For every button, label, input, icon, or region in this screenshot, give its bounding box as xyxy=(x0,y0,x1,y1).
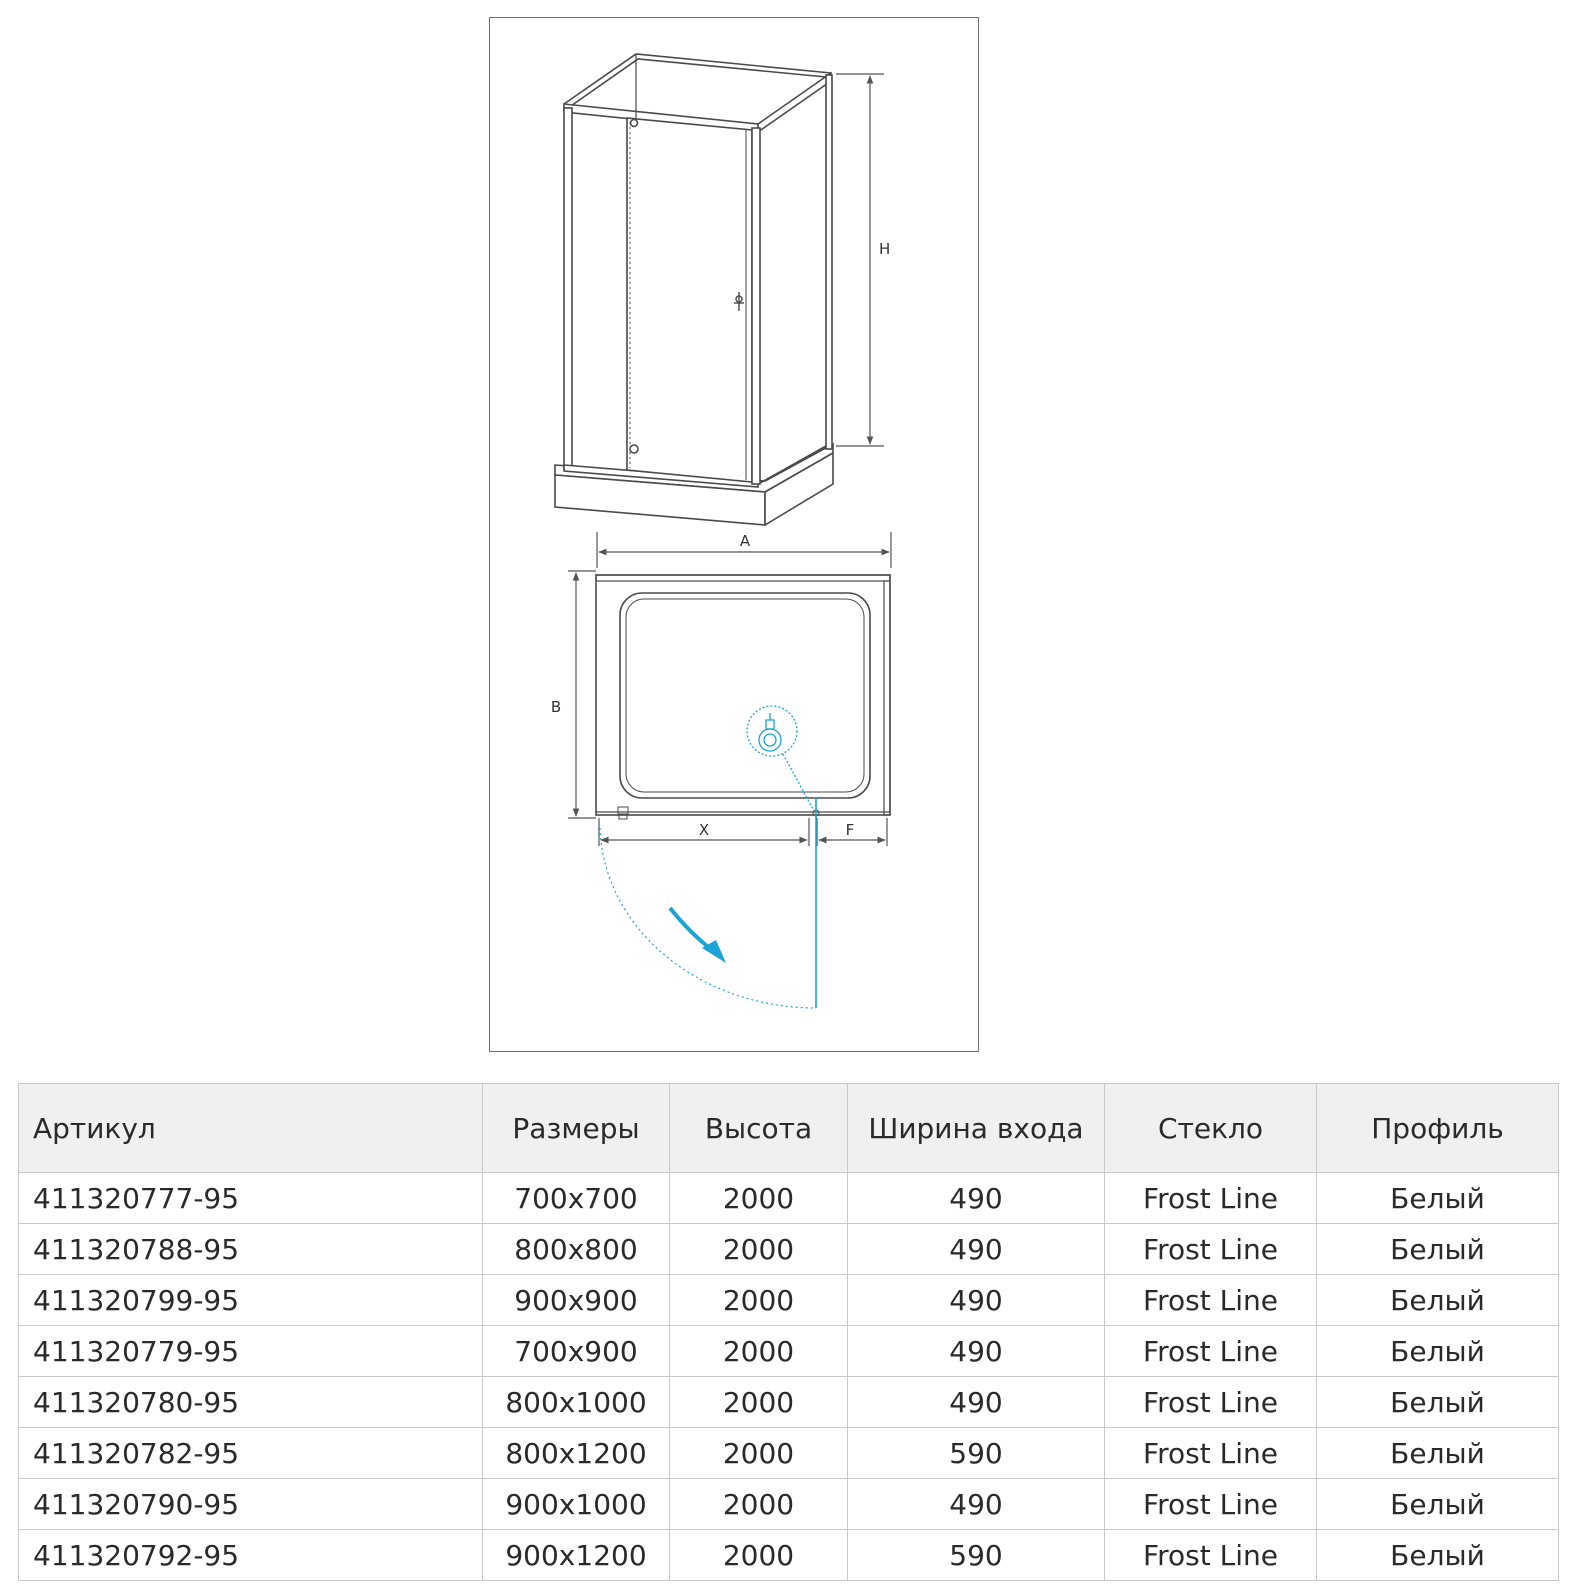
cell-dimensions: 700x700 xyxy=(483,1173,670,1224)
cell-glass: Frost Line xyxy=(1105,1428,1317,1479)
cell-height: 2000 xyxy=(670,1479,848,1530)
top-frame-back xyxy=(564,54,831,104)
tray-outline xyxy=(596,575,890,815)
header-dimensions: Размеры xyxy=(483,1084,670,1173)
table-row xyxy=(19,1224,1559,1275)
cell-article: 411320780-95 xyxy=(19,1377,483,1428)
cell-entrance-width: 490 xyxy=(848,1275,1105,1326)
cell-profile: Белый xyxy=(1317,1428,1559,1479)
cell-glass: Frost Line xyxy=(1105,1326,1317,1377)
cell-glass: Frost Line xyxy=(1105,1530,1317,1581)
cell-profile: Белый xyxy=(1317,1326,1559,1377)
cell-height: 2000 xyxy=(670,1377,848,1428)
cell-entrance-width: 490 xyxy=(848,1224,1105,1275)
cell-article: 411320799-95 xyxy=(19,1275,483,1326)
cell-article: 411320792-95 xyxy=(19,1530,483,1581)
cell-glass: Frost Line xyxy=(1105,1224,1317,1275)
header-article: Артикул xyxy=(19,1084,483,1173)
entrance-dimension xyxy=(599,818,887,846)
cell-dimensions: 800x1200 xyxy=(483,1428,670,1479)
cell-dimensions: 800x1000 xyxy=(483,1377,670,1428)
table-row xyxy=(19,1275,1559,1326)
height-dimension xyxy=(836,74,884,446)
cell-entrance-width: 490 xyxy=(848,1173,1105,1224)
cell-article: 411320788-95 xyxy=(19,1224,483,1275)
cell-article: 411320777-95 xyxy=(19,1173,483,1224)
top-frame-back-inner xyxy=(568,59,826,108)
cell-dimensions: 900x1000 xyxy=(483,1479,670,1530)
table-row xyxy=(19,1530,1559,1581)
cell-height: 2000 xyxy=(670,1275,848,1326)
door-swing-arc xyxy=(600,828,816,1008)
cell-glass: Frost Line xyxy=(1105,1173,1317,1224)
cell-height: 2000 xyxy=(670,1224,848,1275)
left-fixed-panel xyxy=(564,108,572,468)
cell-article: 411320782-95 xyxy=(19,1428,483,1479)
cell-entrance-width: 590 xyxy=(848,1428,1105,1479)
shower-cabin-drawing xyxy=(490,18,980,1053)
drain-callout-circle xyxy=(747,706,797,756)
entrance-label: X xyxy=(698,821,710,839)
specification-table xyxy=(18,1083,1559,1581)
tray-frame-right xyxy=(884,581,890,815)
table-row xyxy=(19,1428,1559,1479)
drain-detail xyxy=(747,706,814,811)
table-row xyxy=(19,1326,1559,1377)
cell-dimensions: 900x1200 xyxy=(483,1530,670,1581)
table-header-row xyxy=(19,1084,1559,1173)
technical-drawing-frame xyxy=(489,17,979,1052)
cell-article: 411320790-95 xyxy=(19,1479,483,1530)
corner-post xyxy=(752,128,760,484)
width-label: A xyxy=(739,532,751,550)
tray-basin xyxy=(620,593,870,798)
cell-article: 411320779-95 xyxy=(19,1326,483,1377)
cell-dimensions: 700x900 xyxy=(483,1326,670,1377)
tray-basin-inner xyxy=(626,599,864,792)
cell-profile: Белый xyxy=(1317,1530,1559,1581)
cell-height: 2000 xyxy=(670,1173,848,1224)
header-profile: Профиль xyxy=(1317,1084,1559,1173)
right-wall-profile xyxy=(826,75,832,449)
cabin-3d-view xyxy=(555,54,833,525)
plan-view xyxy=(568,532,891,846)
tray-frame-top xyxy=(596,575,890,581)
cell-dimensions: 800x800 xyxy=(483,1224,670,1275)
header-glass: Стекло xyxy=(1105,1084,1317,1173)
cell-glass: Frost Line xyxy=(1105,1275,1317,1326)
left-fixing-icon xyxy=(618,807,628,814)
cell-profile: Белый xyxy=(1317,1224,1559,1275)
cell-height: 2000 xyxy=(670,1326,848,1377)
cell-entrance-width: 490 xyxy=(848,1377,1105,1428)
depth-label: B xyxy=(550,698,562,716)
cell-profile: Белый xyxy=(1317,1479,1559,1530)
header-entrance-width: Ширина входа xyxy=(848,1084,1105,1173)
cell-entrance-width: 490 xyxy=(848,1326,1105,1377)
cell-profile: Белый xyxy=(1317,1377,1559,1428)
drain-icon xyxy=(759,729,781,751)
table-row xyxy=(19,1173,1559,1224)
cell-entrance-width: 490 xyxy=(848,1479,1105,1530)
cell-profile: Белый xyxy=(1317,1173,1559,1224)
door-panel xyxy=(627,118,752,482)
cell-height: 2000 xyxy=(670,1428,848,1479)
table-row xyxy=(19,1479,1559,1530)
cell-glass: Frost Line xyxy=(1105,1377,1317,1428)
cell-profile: Белый xyxy=(1317,1275,1559,1326)
cell-dimensions: 900x900 xyxy=(483,1275,670,1326)
header-height: Высота xyxy=(670,1084,848,1173)
top-frame-side xyxy=(758,73,831,132)
depth-dimension xyxy=(568,571,596,818)
cell-glass: Frost Line xyxy=(1105,1479,1317,1530)
table-row xyxy=(19,1377,1559,1428)
cell-entrance-width: 590 xyxy=(848,1530,1105,1581)
offset-label: F xyxy=(845,821,855,839)
swing-direction-arrow xyxy=(670,908,712,950)
cell-height: 2000 xyxy=(670,1530,848,1581)
height-label: H xyxy=(879,240,891,258)
